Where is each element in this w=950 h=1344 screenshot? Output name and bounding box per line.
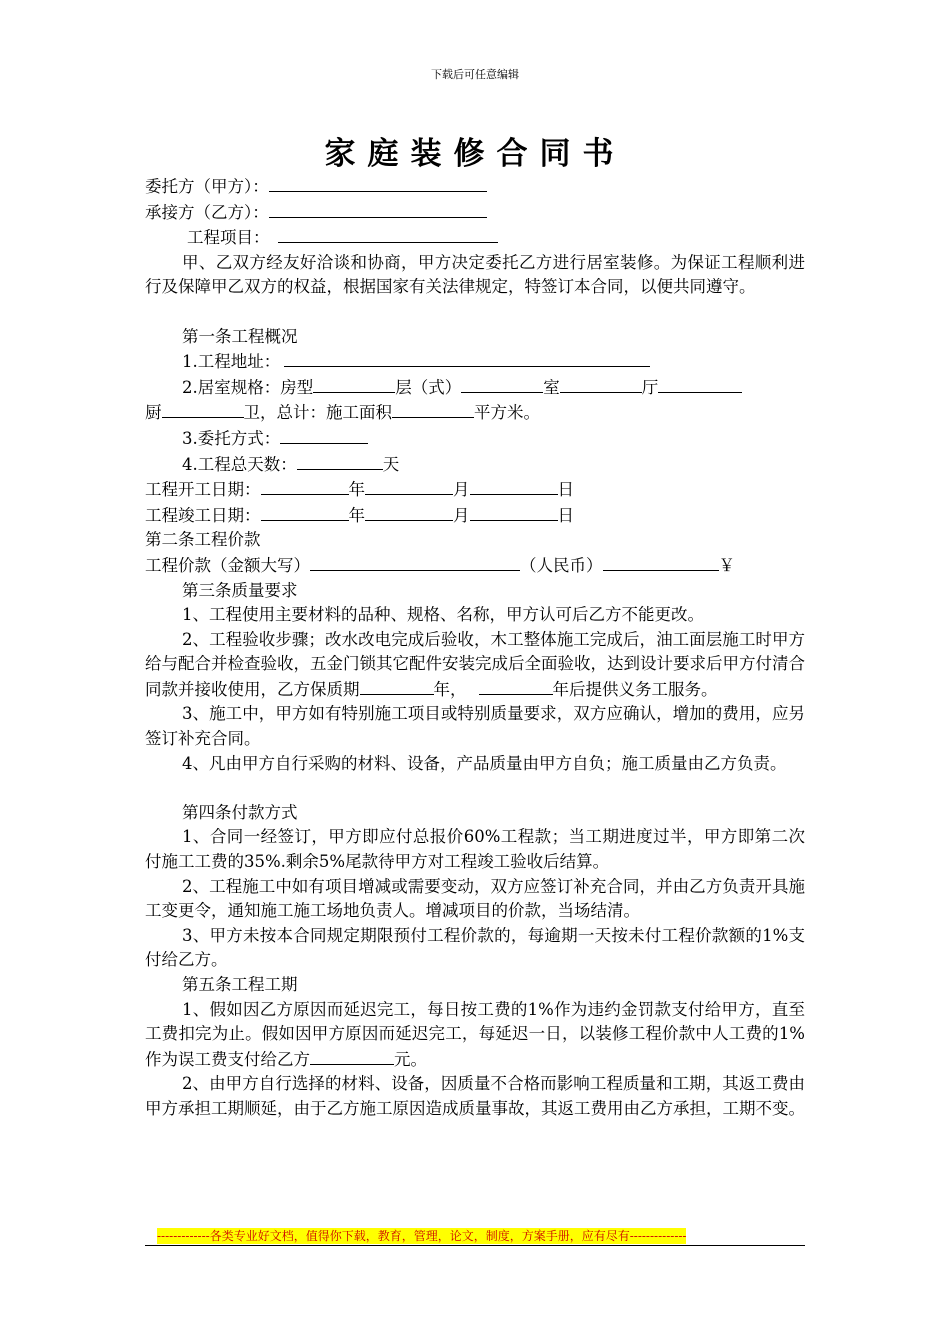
article4-heading: 第四条付款方式 [182,802,298,822]
article4-p1: 1、合同一经签订，甲方即应付总报价60%工程款；当工期进度过半，甲方即第二次付施工工费的35%.剩余5%尾款待甲方对工程竣工验收后结算。 [145,827,805,872]
end-date-line: 工程竣工日期： 年 月 日 [145,503,805,529]
client-blank[interactable] [269,174,487,192]
address-line: 1.工程地址： [145,349,805,375]
start-day-blank[interactable] [470,477,558,495]
start-month-blank[interactable] [365,477,453,495]
start-date-line: 工程开工日期： 年 月 日 [145,477,805,503]
spec-line-2: 厨 卫，总计：施工面积 平方米。 [145,400,805,426]
price-rmb-blank[interactable] [603,553,719,571]
end-year-blank[interactable] [261,503,349,521]
kitchen-blank[interactable] [658,375,742,393]
article2-heading: 第二条工程价款 [145,530,261,550]
footer-banner: -------------各类专业好文档，值得你下载，教育，管理，论文，制度，方案手册，应有尽有-------------- [157,1229,687,1243]
page-footer [145,1228,805,1246]
intro-paragraph: 甲、乙双方经友好洽谈和协商，甲方决定委托乙方进行居室装修。为保证工程顺利进行及保障甲乙双方的权益，根据国家有关法律规定，特签订本合同，以便共同遵守。 [145,252,805,297]
article1-heading: 第一条工程概况 [182,326,298,346]
article3-p2: 2、工程验收步骤；改水改电完成后验收，木工整体施工完成后，油工面层施工时甲方给与配合并检查验收，五金门锁其它配件安装完成后全面验收，达到设计要求后甲方付清合同款并接收使用，乙方保质期 年， 年后提供义务工服务。 [145,629,805,699]
article4-p2: 2、工程施工中如有项目增减或需要变动，双方应签订补充合同，并由乙方负责开具施工变更令，通知施工施工场地负责人。增减项目的价款，当场结清。 [145,876,805,921]
article3-heading: 第三条质量要求 [182,580,298,600]
article5-p2: 2、由甲方自行选择的材料、设备，因质量不合格而影响工程质量和工期，其返工费由甲方承担工期顺延，由于乙方施工原因造成质量事故，其返工费用由乙方承担，工期不变。 [145,1074,805,1118]
mode-line: 3.委托方式： [145,426,805,452]
contractor-blank[interactable] [269,200,487,218]
footer-rule [145,1245,805,1246]
article4-p3: 3、甲方未按本合同规定期限预付工程价款的，每逾期一天按未付工程价款额的1%支付给乙方。 [145,925,805,970]
hall-blank[interactable] [560,375,642,393]
page-header: 下载后可任意编辑 [431,68,519,81]
article3-p4: 4、凡由甲方自行采购的材料、设备，产品质量由甲方自负；施工质量由乙方负责。 [182,753,787,773]
end-day-blank[interactable] [470,503,558,521]
contract-body [145,174,805,1122]
mode-blank[interactable] [280,426,368,444]
address-blank[interactable] [284,349,650,367]
project-line: 工程项目： [145,225,805,251]
warranty-blank[interactable] [360,677,434,695]
service-blank[interactable] [479,677,553,695]
article3-p1: 1、工程使用主要材料的品种、规格、名称，甲方认可后乙方不能更改。 [182,605,704,625]
room-blank[interactable] [461,375,543,393]
bath-blank[interactable] [162,400,244,418]
delay-fee-blank[interactable] [310,1047,394,1065]
spec-line: 2.居室规格：房型 层（式） 室 厅 [145,375,805,401]
project-blank[interactable] [278,225,498,243]
article5-heading: 第五条工程工期 [182,975,298,994]
days-line: 4.工程总天数： 天 [145,452,805,478]
price-words-blank[interactable] [310,553,520,571]
article3-p3: 3、施工中，甲方如有特别施工项目或特别质量要求，双方应确认，增加的费用，应另签订补充合同。 [145,704,805,749]
article5-p1: 1、假如因乙方原因而延迟完工，每日按工费的1%作为违约金罚款支付给甲方，直至工费扣完为止。假如因甲方原因而延迟完工，每延迟一日，以装修工程价款中人工费的1%作为误工费支付给乙方 元。 [145,999,805,1069]
price-line: 工程价款（金额大写） （人民币） ￥ [145,553,805,579]
client-line: 委托方（甲方）： [145,174,805,200]
start-year-blank[interactable] [261,477,349,495]
end-month-blank[interactable] [365,503,453,521]
document-title: 家庭装修合同书 [324,136,626,172]
area-blank[interactable] [392,400,474,418]
contractor-line: 承接方（乙方）： [145,200,805,226]
floor-blank[interactable] [313,375,395,393]
days-blank[interactable] [297,452,383,470]
